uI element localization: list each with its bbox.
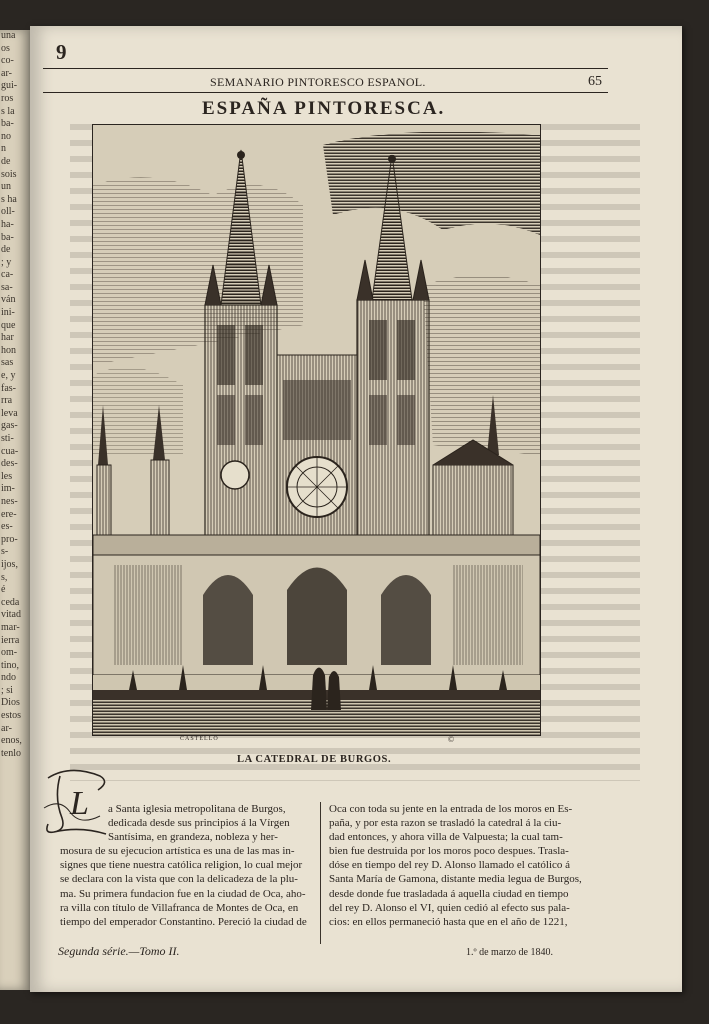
footer-series: Segunda série.—Tomo II.: [58, 944, 180, 958]
left-page-fragment: mar-: [1, 621, 20, 633]
left-page-fragment: nes-: [1, 495, 18, 507]
left-page-fragment: ván: [1, 294, 16, 306]
left-page-fragment: ierra: [1, 634, 20, 646]
text-line: Santa María de Gamona, distante media legua de Burgos,: [329, 873, 582, 886]
left-page-fragment: ba-: [1, 231, 14, 243]
text-line: signes que tiene nuestra católica religion, lo cual mejor: [60, 859, 303, 872]
text-line: bien fue destruida por los moros poco despues. Trasla-: [329, 845, 569, 858]
running-head: SEMANARIO PINTORESCO ESPANOL.: [210, 75, 426, 89]
left-page-fragment: ini-: [1, 307, 15, 319]
left-page-fragment: oll-: [1, 206, 15, 218]
column-divider: [320, 802, 321, 944]
text-line: se declara con la vista que con la delicadeza de la plu-: [60, 873, 298, 886]
left-page-fragment: tino,: [1, 659, 20, 671]
left-page-text: [0, 30, 30, 760]
left-page-fragment: ar-: [1, 67, 12, 79]
text-line: Santísima, en grandeza, nobleza y her-: [108, 831, 278, 844]
footer-date: 1.º de marzo de 1840.: [466, 947, 553, 958]
text-line: dad entonces, y ahora villa de Valpuesta; la cual tam-: [329, 831, 563, 844]
page-number: 65: [588, 74, 602, 89]
left-page-fragment: os: [1, 42, 10, 54]
left-page-edge: [0, 30, 30, 990]
left-page-fragment: ; si: [1, 684, 13, 696]
left-page-fragment: sa-: [1, 281, 13, 293]
left-page-fragment: cua-: [1, 445, 19, 457]
left-page-fragment: hon: [1, 344, 16, 356]
text-line: cios: en ellos permaneció hasta que en el año de 1221,: [329, 915, 568, 928]
left-page-fragment: que: [1, 319, 16, 331]
section-title: ESPAÑA PINTORESCA.: [202, 98, 446, 119]
text-line: ra villa con título de Villafranca de Montes de Oca, en: [60, 901, 299, 914]
left-page-fragment: una: [1, 30, 16, 41]
left-page-fragment: sois: [1, 168, 17, 180]
left-page-fragment: de: [1, 244, 11, 256]
left-page-fragment: ceda: [1, 596, 20, 608]
left-page-fragment: ba-: [1, 118, 14, 130]
left-page-fragment: des-: [1, 458, 18, 470]
left-page-fragment: sas: [1, 357, 14, 369]
left-page-fragment: s la: [1, 105, 15, 117]
left-page-fragment: har: [1, 332, 14, 344]
left-page-fragment: pro-: [1, 533, 18, 545]
left-page-fragment: leva: [1, 407, 18, 419]
left-page-fragment: s ha: [1, 193, 17, 205]
text-line: del rey D. Alonso el VI, quien cedió al efecto sus pala-: [329, 901, 570, 914]
left-page-fragment: tenlo: [1, 747, 21, 759]
left-page-fragment: rra: [1, 395, 13, 407]
text-line: ma. Su primera fundacion fue en la ciudad de Oca, aho-: [60, 887, 306, 900]
engraver-signature: CASTELLO: [180, 736, 219, 742]
text-line: a Santa iglesia metropolitana de Burgos,: [108, 803, 286, 815]
left-page-fragment: ; y: [1, 256, 12, 268]
left-page-fragment: estos: [1, 710, 21, 722]
left-page-fragment: s-: [1, 546, 9, 558]
left-page-fragment: ere-: [1, 508, 17, 520]
header-rule-top: [43, 68, 608, 69]
left-page-fragment: ha-: [1, 218, 14, 230]
left-page-fragment: ndo: [1, 672, 16, 684]
left-page-fragment: im-: [1, 483, 15, 495]
engraver-monogram: ©: [448, 735, 455, 744]
sheet-number: 9: [56, 40, 67, 64]
left-page-fragment: sti-: [1, 433, 14, 444]
left-page-fragment: gui-: [1, 80, 18, 92]
left-page-fragment: ca-: [1, 269, 14, 281]
left-page-fragment: vitad: [1, 609, 21, 621]
left-page-fragment: les: [1, 470, 13, 482]
left-page-fragment: s,: [1, 571, 8, 583]
left-page-fragment: un: [1, 181, 11, 193]
text-line: paña, y por esta razon se trasladó la catedral á la ciu-: [329, 817, 562, 830]
header-rule-bottom: [43, 92, 608, 93]
left-page-fragment: Dios: [1, 697, 20, 709]
page: [30, 26, 682, 992]
left-page-fragment: é: [1, 584, 6, 596]
article-column-left: [60, 802, 313, 929]
left-page-fragment: gas-: [1, 420, 18, 432]
left-page-fragment: fas-: [1, 382, 16, 394]
left-page-fragment: om-: [1, 647, 18, 659]
cathedral-illustration: [93, 125, 540, 735]
left-page-fragment: ijos,: [1, 558, 18, 570]
text-line: dedicada desde sus principios á la Vírgen: [108, 817, 290, 830]
left-page-fragment: de: [1, 155, 11, 167]
text-line: desde donde fue trasladada á aquella ciudad en tiempo: [329, 887, 569, 900]
text-line: dóse en tiempo del rey D. Alonso llamado el católico á: [329, 859, 571, 872]
text-line: mosura de su ejecucion artística es una de las mas in-: [60, 845, 295, 858]
illustration-caption: LA CATEDRAL DE BURGOS.: [237, 754, 392, 765]
article-column-right: [329, 802, 599, 929]
left-page-fragment: ar-: [1, 722, 12, 734]
text-line: tiempo del emperador Constantino. Pereció la ciudad de: [60, 915, 307, 928]
text-line: Oca con toda su jente en la entrada de los moros en Es-: [329, 803, 573, 815]
left-page-fragment: co-: [1, 55, 14, 67]
left-page-fragment: e, y: [1, 370, 16, 382]
left-page-fragment: ros: [1, 92, 14, 104]
cathedral-engraving: [92, 124, 541, 736]
drop-cap-letter: L: [70, 785, 89, 822]
left-page-fragment: n: [1, 143, 6, 155]
left-page-fragment: es-: [1, 521, 13, 533]
left-page-fragment: enos,: [1, 735, 22, 747]
left-page-fragment: no: [1, 130, 11, 142]
